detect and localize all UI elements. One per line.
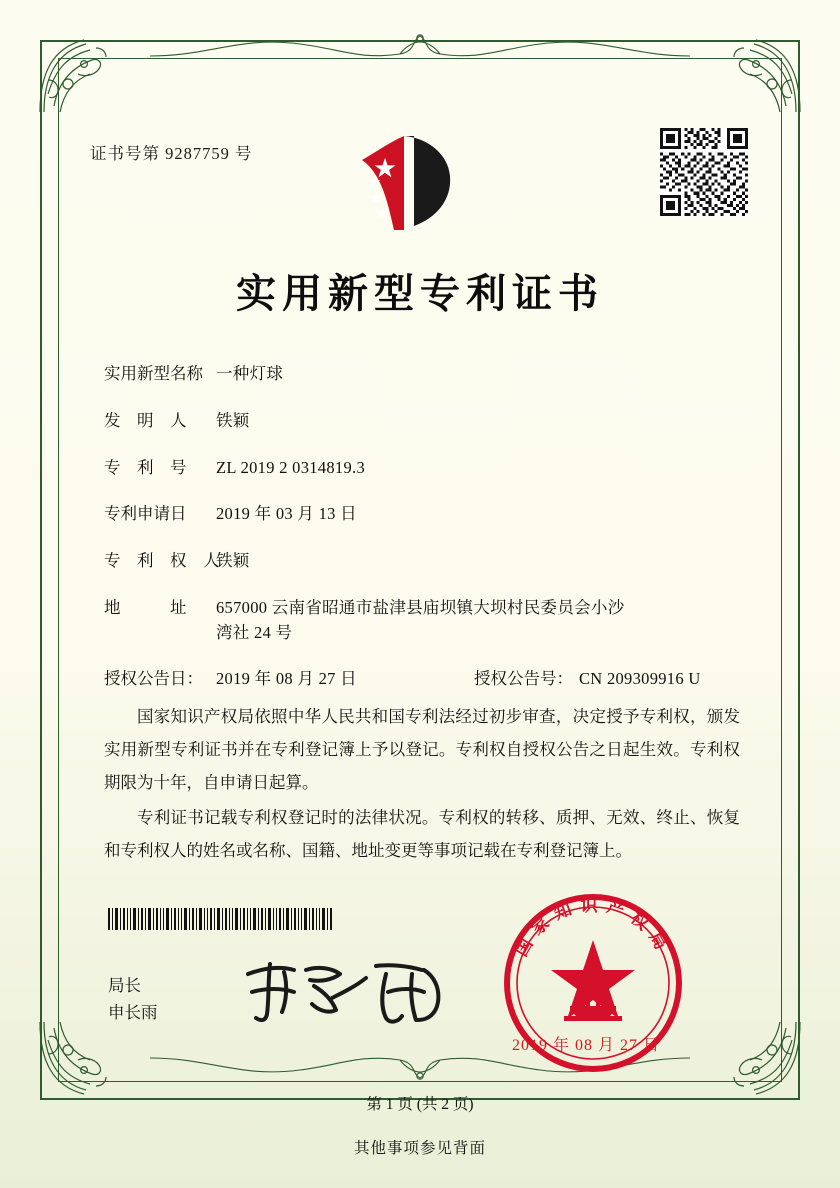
field-value: 铁颖 <box>216 551 250 570</box>
legal-paragraph-1: 国家知识产权局依照中华人民共和国专利法经过初步审查，决定授予专利权，颁发实用新型专利证书并在专利登记簿上予以登记。专利权自授权公告之日起生效。专利权期限为十年，自申请日起算。 <box>104 707 740 792</box>
cnipa-logo-icon <box>352 130 462 238</box>
page-title: 实用新型专利证书 <box>236 270 604 317</box>
grant-date-value: 2019 年 08 月 27 日 <box>216 669 357 689</box>
page-number: 第 1 页 (共 2 页) <box>366 1096 474 1113</box>
signature-title: 局长 <box>108 976 141 995</box>
field-label: 专 利 权 人 <box>104 551 220 570</box>
field-value-line1: 657000 云南省昭通市盐津县庙坝镇大坝村民委员会小沙 <box>216 597 625 617</box>
back-side-note: 其他事项参见背面 <box>353 1140 486 1157</box>
grant-number-label: 授权公告号： <box>474 669 573 689</box>
certificate-number: 证书号第 9287759 号 <box>90 144 253 163</box>
legal-paragraph-2: 专利证书记载专利权登记时的法律状况。专利权的转移、质押、无效、终止、恢复和专利权人的姓名或名称、国籍、地址变更等事项记载在专利登记簿上。 <box>104 808 740 860</box>
grant-date-label: 授权公告日： <box>104 669 203 689</box>
svg-text:国家知识产权局: 国家知识产权局 <box>511 896 675 961</box>
signature-name: 申长雨 <box>108 1003 158 1023</box>
field-patentee <box>104 549 744 574</box>
field-application-date <box>104 502 744 527</box>
field-label: 实用新型名称 <box>104 364 203 383</box>
grant-values <box>216 667 744 692</box>
field-value: 铁颖 <box>216 410 250 430</box>
certificate-fields <box>104 362 744 714</box>
field-value: 2019 年 03 月 13 日 <box>216 504 357 524</box>
legal-text <box>104 700 740 869</box>
grant-number-value: CN 209309916 U <box>579 669 701 689</box>
field-value: 一种灯球 <box>216 364 284 383</box>
seal-date: 2019 年 08 月 27 日 <box>512 1037 661 1054</box>
field-label: 专利申请日 <box>104 504 187 524</box>
field-label: 专 利 号 <box>104 457 187 477</box>
signature-block <box>108 972 158 1026</box>
field-value-wrapper <box>216 596 744 646</box>
handwritten-signature <box>236 952 456 1032</box>
field-value-line2: 湾社 24 号 <box>216 622 293 642</box>
field-grant-announcement <box>104 667 744 692</box>
qr-code <box>660 128 748 216</box>
field-patent-number <box>104 456 744 481</box>
field-label: 发 明 人 <box>104 410 187 430</box>
field-utility-model-name <box>104 362 744 387</box>
field-inventor <box>104 409 744 434</box>
barcode <box>108 908 332 930</box>
field-address <box>104 596 744 646</box>
field-label: 地 址 <box>104 597 187 617</box>
field-value: ZL 2019 2 0314819.3 <box>216 457 365 477</box>
